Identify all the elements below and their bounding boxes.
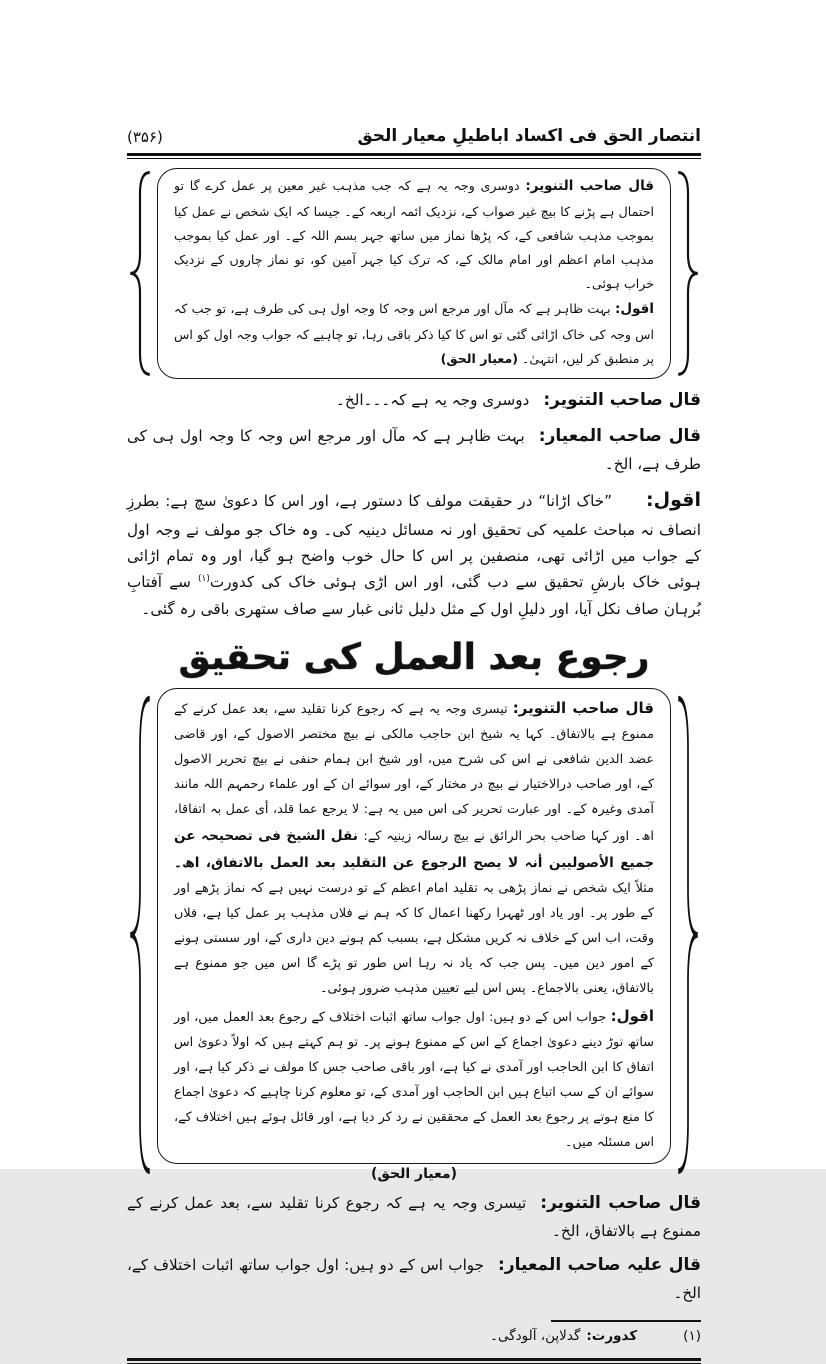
quotation-2-text-2: مثلاً ایک شخص نے نماز پڑھی بہ تقلید امام اعظم کے تو درست نہیں ہے کہ نماز پڑھے اور کے طور پر۔ اور یاد اور ٹھہرا رکھنا اعمال کا کہ ہم نے فلاں مذہب پر عمل کیا ہے، فلاں وقت، اب اس کے خلاف نہ کریں مشکل ہے، بسبب کم ہونے دین داری کے، اور سستی ہونے کے امور دین میں۔ پس جب کہ یاد نہ رہا اس طور تو پڑے گا اس میں جو ممنوع ہے بالاتفاق، یعنی بالاجماع۔ پس اس لیے تعیین مذہب ضرور ہوئی۔	[174, 880, 654, 996]
quotation-box-1	[157, 168, 671, 379]
quotation-box-2	[157, 688, 671, 1164]
aqool-text-1: ”خاک اڑانا“ در حقیقت مولف کا دستور ہے، اور اس کا دعویٰ سچ ہے: بطرزِ انصاف نہ مباحث علمیہ کی تحقیق اور نہ مسائل دینیہ کی۔ وہ خاک جو مولف نے وجہ اول کے جواب میں اڑائی تھی، منصفین پر اس کا حال خوب واضح ہو گیا، اور وہ تمام اڑائی ہوئی خاک بارشِ تحقیق سے دب گئی، اور اس اڑی ہوئی خاک کی کدورت	[127, 492, 701, 592]
quote-paragraph-4	[127, 1251, 701, 1306]
quotation-1-text-1: دوسری وجہ یہ ہے کہ جب مذہب غیر معین پر عمل کرے گا تو احتمال ہے پڑنے کا بیچ غیر صواب کے، نزدیک ائمہ اربعہ کے۔ جیسا کہ ایک شخص نے عمل کیا بموجب مذہب شافعی کے، کہ پڑھا نماز میں ساتھ جہر بسم اللہ کے۔ اور عمل کیا بموجب مذہب امام اعظم اور امام مالک کے، کہ ترک کیا جہر آمین کو، تو نماز چاروں کے نزدیک خراب ہوئی۔	[174, 178, 654, 292]
footer-rule	[127, 1358, 701, 1364]
speaker-label: قال صاحب التنویر:	[543, 389, 701, 410]
footnote-term: کدورت:	[586, 1328, 638, 1345]
quotation-box-2-wrap	[157, 688, 671, 1182]
left-brace-icon	[127, 688, 153, 1182]
right-brace-icon	[675, 168, 701, 379]
quotation-1-text-2: بہت ظاہر ہے کہ مآل اور مرجع اس وجہ کا وجہ اول ہی کی طرف ہے، تو جب کہ اس وجہ کی خاک اڑائی گئی تو اس کا کیا ذکر باقی رہا، تو چاہیے کہ جواب وجہ اول کو اس پر منطبق کر لیں، انتہیٰ۔	[174, 300, 654, 366]
aqool-text-2: سے آفتابِ بُرہان صاف نکل آیا، اور دلیلِ اول کے مثل دلیل ثانی غبار سے صاف ستھری باقی رہ گئی۔	[127, 573, 701, 618]
speaker-label: قال علیہ صاحب المعیار:	[498, 1255, 701, 1275]
page-content	[127, 126, 701, 1364]
aqool-label: اقول:	[614, 300, 654, 317]
quotation-box-1-wrap	[157, 168, 671, 379]
aqool-label: اقول:	[646, 489, 701, 512]
book-title: انتصار الحق فی اکساد اباطیلِ معیار الحق	[357, 126, 701, 146]
quote-3-text: تیسری وجہ یہ ہے کہ رجوع کرنا تقلید سے، بعد عمل کرنے کے ممنوع ہے بالاتفاق، الخ۔	[127, 1193, 701, 1240]
quote-1-text: دوسری وجہ یہ ہے کہ۔۔۔الخ۔	[336, 390, 530, 409]
quotation-block-1	[127, 168, 701, 379]
section-heading: رجوع بعد العمل کی تحقیق	[178, 636, 650, 678]
aqool-paragraph	[127, 484, 701, 621]
arabic-quotation: نقل الشیخ فی تصحیحہ عن جمیع الأصولیین أنہ لا یصح الرجوع عن التقلید بعد العمل بالاتفاق، اھ۔	[174, 827, 654, 871]
quote-paragraph-3	[127, 1189, 701, 1244]
quotation-2-paragraph-1	[174, 694, 654, 1002]
quotation-2-paragraph-2	[174, 1002, 654, 1156]
page-number: (۳۵۶)	[127, 128, 163, 146]
quote-2-text: بہت ظاہر ہے کہ مآل اور مرجع اس وجہ کا وجہ اول ہی کی طرف ہے، الخ۔	[127, 427, 701, 474]
source-label: (معیار الحق)	[370, 1165, 458, 1182]
footnote-reference: (۱)	[198, 574, 210, 585]
header-rule	[127, 153, 701, 159]
right-brace-icon	[675, 688, 701, 1182]
footnote-marker: (۱)	[683, 1328, 701, 1345]
speaker-label: قال صاحب التنویر:	[525, 178, 654, 194]
quotation-2-text-3: جواب اس کے دو ہیں: اول جواب ساتھ اثبات اختلاف کے رجوع بعد العمل میں، اور ساتھ توڑ دینے دعویٰ اجماع کے اس کے ممنوع ہونے پر۔ تو ہم کہتے ہیں کہ اولاً دعویٰ اس اتفاق کا ابن الحاجب اور آمدی نے کیا ہے، اور باقی صاحب جس کا مولف نے ذکر کیا ہے، اور سوائے ان کے سب اتباع ہیں ابن الحاجب اور آمدی کے، تو معلوم کرنا چاہیے کہ دعویٰ اجماع کا منع ہوتے پر رجوع بعد العمل کے محققین نے رد کر دیا ہے، اور قائل ہوئے ہیں اختلاف کے، اس مسئلہ میں۔	[174, 1009, 654, 1150]
aqool-label: اقول:	[610, 1006, 654, 1025]
speaker-label: قال صاحب التنویر:	[512, 698, 654, 717]
footnote	[127, 1328, 701, 1344]
quotation-1-paragraph-1	[174, 174, 654, 297]
footnote-separator	[551, 1320, 701, 1322]
speaker-label: قال صاحب المعیار:	[538, 426, 701, 447]
quote-4-text: جواب اس کے دو ہیں: اول جواب ساتھ اثبات اختلاف کے، الخ۔	[127, 1256, 701, 1303]
source-label: (معیار الحق)	[440, 350, 519, 366]
speaker-label: قال صاحب التنویر:	[540, 1192, 701, 1213]
left-brace-icon	[127, 168, 153, 379]
footnote-text: گدلاپن، آلودگی۔	[490, 1328, 581, 1345]
quotation-block-2	[127, 688, 701, 1182]
quote-paragraph-1	[127, 386, 701, 415]
quote-paragraph-2	[127, 422, 701, 477]
quotation-1-paragraph-2	[174, 297, 654, 371]
page-header	[127, 126, 701, 146]
quotation-2-text-1: تیسری وجہ یہ ہے کہ رجوع کرنا تقلید سے، بعد عمل کرنے کے ممنوع ہے بالاتفاق۔ کہا یہ شیخ ابن حاجب مالکی نے بیچ مختصر الاصول کے، اور قاضی عضد الدین شافعی نے اس کی شرح میں، اور شیخ ابن ہمام حنفی نے بیچ تحریر الاصول کے، اور صاحب درالاختیار نے بیچ در مختار کے، اور سوائے ان کے اور علماء رحمہم اللہ مانند آمدی وغیرہ کے۔ اور عبارت تحریر کی اس میں یہ ہے: لا یرجع عما قلد، أی عمل بہ اتفاقا، اھ۔ اور کہا صاحب بحر الرائق نے بیچ رسالہ زینیہ کے:	[174, 701, 654, 844]
